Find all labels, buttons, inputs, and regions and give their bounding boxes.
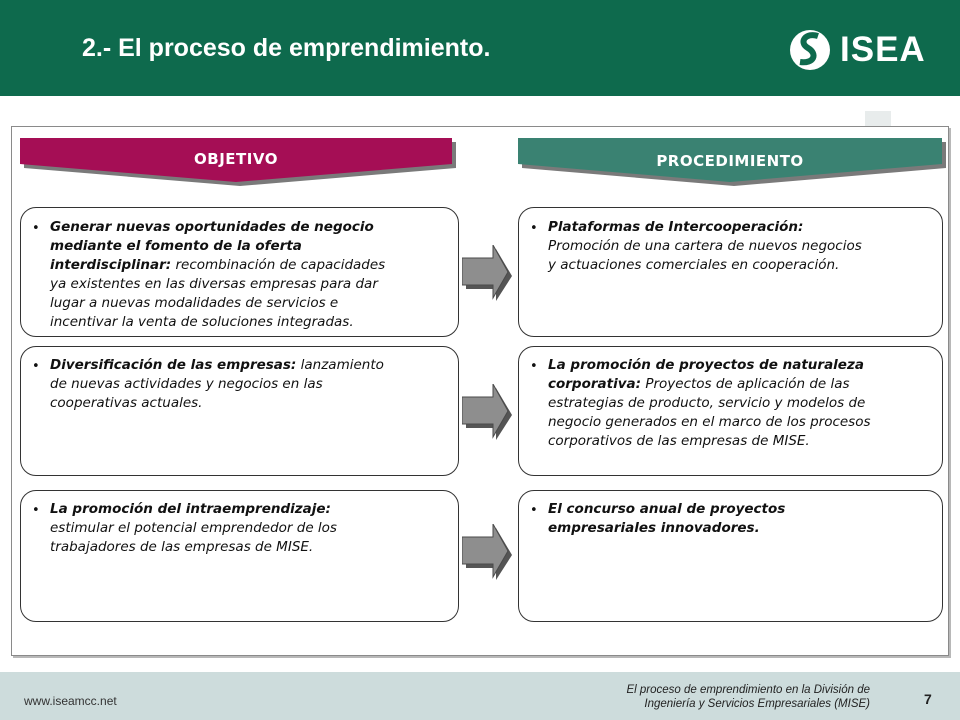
objetivo-3-line-1: estimular el potencial emprendedor de los	[50, 520, 337, 536]
procedimiento-2-line-2: negocio generados en el marco de los procesos	[548, 414, 871, 430]
objetivo-1-after: recombinación de capacidades	[171, 257, 386, 273]
decorative-block	[865, 111, 891, 127]
bullet-icon: •	[32, 221, 40, 236]
objetivo-text-1	[50, 218, 450, 332]
procedimiento-text-2	[548, 356, 933, 451]
procedimiento-2-after: Proyectos de aplicación de las	[641, 376, 850, 392]
arrow-right-icon	[462, 245, 516, 303]
isea-logo-icon	[788, 24, 836, 76]
objetivo-text-2	[50, 356, 450, 413]
bullet-icon: •	[32, 359, 40, 374]
bullet-icon: •	[530, 359, 538, 374]
objetivo-1-line-1: ya existentes en las diversas empresas para dar	[50, 276, 378, 292]
procedimiento-2-bold-2: corporativa:	[548, 376, 642, 392]
footer-url[interactable]: www.iseamcc.net	[24, 694, 117, 708]
objetivo-3-bold: La promoción del intraemprendizaje:	[50, 501, 331, 517]
objetivo-2-line-1: de nuevas actividades y negocios en las	[50, 376, 323, 392]
isea-logo	[788, 24, 938, 76]
procedimiento-2-bold-1: La promoción de proyectos de naturaleza	[548, 357, 864, 373]
arrow-right-icon	[462, 524, 516, 582]
bullet-icon: •	[530, 503, 538, 518]
procedimiento-2-line-3: corporativos de las empresas de MISE.	[548, 433, 810, 449]
footer-note-line-1: El proceso de emprendimiento en la División de	[626, 684, 870, 696]
objetivo-2-line-2: cooperativas actuales.	[50, 395, 203, 411]
objetivo-1-line-2: lugar a nuevas modalidades de servicios e	[50, 295, 339, 311]
arrow-right-icon	[462, 384, 516, 442]
procedimiento-3-bold-1: El concurso anual de proyectos	[548, 501, 786, 517]
objetivo-1-line-3: incentivar la venta de soluciones integradas.	[50, 314, 354, 330]
page-title: 2.- El proceso de emprendimiento.	[82, 34, 491, 62]
objetivo-header-label: OBJETIVO	[194, 150, 278, 168]
footer-note-line-2: Ingeniería y Servicios Empresariales (MISE)	[644, 698, 870, 710]
procedimiento-1-line-1: Promoción de una cartera de nuevos negocios	[548, 238, 862, 254]
objetivo-2-after: lanzamiento	[296, 357, 384, 373]
procedimiento-text-1	[548, 218, 933, 275]
objetivo-3-line-2: trabajadores de las empresas de MISE.	[50, 539, 314, 555]
logo-text: ISEA	[840, 30, 926, 69]
bullet-icon: •	[530, 221, 538, 236]
footer-note	[570, 683, 870, 711]
procedimiento-2-line-1: estrategias de producto, servicio y modelos de	[548, 395, 866, 411]
procedimiento-text-3	[548, 500, 933, 538]
objetivo-1-bold-1: Generar nuevas oportunidades de negocio	[50, 219, 374, 235]
procedimiento-header-label: PROCEDIMIENTO	[656, 152, 804, 170]
procedimiento-3-bold-2: empresariales innovadores.	[548, 520, 760, 536]
bullet-icon: •	[32, 503, 40, 518]
objetivo-1-bold-3: interdisciplinar:	[50, 257, 172, 273]
procedimiento-1-bold: Plataformas de Intercooperación:	[548, 219, 804, 235]
objetivo-2-bold: Diversificación de las empresas:	[50, 357, 297, 373]
page-number: 7	[924, 691, 932, 707]
objetivo-1-bold-2: mediante el fomento de la oferta	[50, 238, 302, 254]
objetivo-text-3	[50, 500, 450, 557]
procedimiento-1-line-2: y actuaciones comerciales en cooperación.	[548, 257, 840, 273]
